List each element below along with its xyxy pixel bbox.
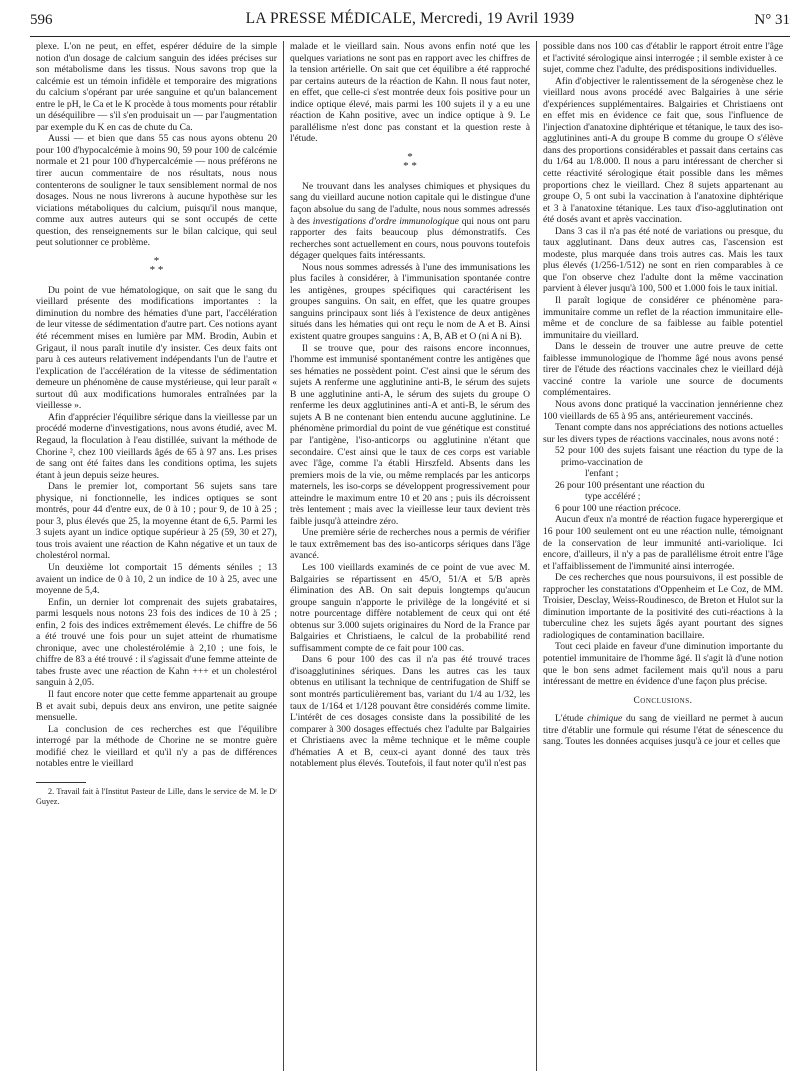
list-item: 52 pour 100 des sujets faisant une réaction du type de la primo-vaccination de bbox=[555, 445, 783, 468]
paragraph: Dans le dessein de trouver une autre preuve de cette faiblesse immunologique de l'homme âgé nous avons pensé tirer de l'étude des réactions vaccinales chez le vieillard déjà vacciné contre la variole une source de documents complémentaires. bbox=[543, 341, 783, 399]
paragraph bbox=[290, 181, 530, 262]
page-number: 596 bbox=[30, 12, 53, 28]
page-header bbox=[30, 0, 790, 37]
emphasis-text: chimique bbox=[587, 713, 623, 725]
paragraph: Dans le premier lot, comportant 56 sujets sans tare physique, ni fonctionnelle, les indices optiques se sont montrés, pour 44 d'entre eux, de 0 à 10 ; pour 9, de 10 à 25 ; pour 3, plus élevés que 25, la moyenne étant de 6,5. Parmi les 3 sujets ayant un indice optique supérieur à 25 (59, 30 et 27), tous trois avaient une réaction de Kahn négative et un taux de cholestérol normal. bbox=[36, 481, 277, 562]
section-heading: Conclusions. bbox=[633, 695, 693, 706]
emphasis-text: investigations d'ordre immunologique bbox=[312, 215, 459, 227]
paragraph: La conclusion de ces recherches est que l'équilibre interrogé par la méthode de Chorine ne se montre guère modifié chez le vieillard et qu'il n'y a pas de différences notables entre le vieillard bbox=[36, 723, 277, 770]
footnote: 2. Travail fait à l'Institut Pasteur de Lille, dans le service de M. le Dʳ Guyez. bbox=[36, 786, 277, 806]
paragraph: Dans 3 cas il n'a pas été noté de variations ou presque, du taux agglutinant. Dans deux autres cas, l'ascension est modeste, plus marquée dans trois autres cas. Mais les taux plus élevés (1/256-1/512) ne sont en rien comparables à ce que l'on observe chez l'adulte dont la même vaccination parvient à élever jusqu'à 100, 500 et 1.000 fois le taux initial. bbox=[543, 225, 783, 295]
paragraph: possible dans nos 100 cas d'établir le rapport étroit entre l'âge et l'activité sérologique ainsi interrogée ; il semble exister à ce sujet, comme chez l'adulte, des prédispositions individuelles. bbox=[543, 41, 783, 76]
column-3 bbox=[536, 41, 789, 1071]
list-item-continuation: l'enfant ; bbox=[585, 468, 619, 480]
paragraph: Il paraît logique de considérer ce phénomène para-immunitaire comme un reflet de la réaction immunitaire elle-même et de conclure de sa faiblesse au faible potentiel immunitaire du vieillard. bbox=[543, 295, 783, 341]
paragraph: Afin d'objectiver le ralentissement de la sérogenèse chez le vieillard nous avons procédé avec Balgairies à une série d'expériences supplémentaires. Balgairies et Christiaens ont en effet mis en évidence ce fait que, sous l'influence de l'injection d'anatoxine diphtérique et tétanique, le taux des iso-agglutinines anti-A du groupe B comme du groupe O s'élève dans des proportions considérables et passait dans certains cas du 1/64 au 1/8.000. Il nous a paru intéressant de chercher si cette réactivité sérologique était possible dans les mêmes proportions chez le vieillard. Chez 8 sujets appartenant au groupe O, 5 ont subi la vaccination à l'anatoxine diphtérique et 3 à l'anatoxine tétanique. Les taux d'iso-agglutination ont été dosés avant et après vaccination. bbox=[543, 75, 783, 226]
paragraph: Il se trouve que, pour des raisons encore inconnues, l'homme est immunisé spontanément contre les antigènes que ses hématies ne possèdent point. C'est ainsi que le sérum des sujets A renferme une agglutinine anti-B, le sérum des sujets B une agglutinine anti-A, le sérum des sujets du groupe O renferme les deux agglutinines anti-A et anti-B, le sérum des sujets A B ne contenant bien entendu aucune agglutinine. Le phénomène primordial du point de vue génétique est constitué par l'antigène, l'iso-anticorps ou agglutinine n'étant que secondaire. C'est ainsi que le taux de ces corps est variable avec l'âge, comme l'a établi Hirszfeld. Absents dans les premiers mois de la vie, ou même remplacés par les anticorps maternels, les iso-corps se développent progressivement pour atteindre le maximum entre 10 et 20 ans ; puis ils décroissent très lentement ; mais avec la vieillesse leur taux devient très faible jusqu'à atteindre zéro. bbox=[290, 342, 530, 527]
paragraph: malade et le vieillard sain. Nous avons enfin noté que les quelques variations ne sont pas en rapport avec les chiffres de la tension artérielle. On sait que cet équilibre a été rapproché par certains auteurs de la réaction de Kahn. Il nous faut noter, en effet, que celle-ci s'est montrée deux fois positive pour un indice optique élevé, mais parmi les 100 sujets il y a eu une réaction de Kahn positive, avec un indice optique à 9. Le parallélisme n'est donc pas constant et la question reste à l'étude. bbox=[290, 41, 530, 145]
paragraph: Un deuxième lot comportait 15 déments séniles ; 13 avaient un indice de 0 à 10, 2 un indice de 10 à 25, avec une moyenne de 5,4. bbox=[36, 561, 277, 597]
section-separator: * * * bbox=[149, 254, 164, 276]
paragraph: Les 100 vieillards examinés de ce point de vue avec M. Balgairies se répartissent en 45/O, 51/A et 5/B après élimination des AB. On sait depuis longtemps qu'aucun groupe sanguin n'apporte le privilège de la longévité et si notre pourcentage diffère notablement de ceux qui ont été obtenus sur 3.000 sujets originaires du Nord de la France par Balgairies et Christiaens, le calcul de la probabilité rend suffisamment compte de ce fait pour 100 cas. bbox=[290, 561, 530, 654]
paragraph: Nous nous sommes adressés à l'une des immunisations les plus faciles à considérer, à l'immunisation spontanée contre les antigènes, groupes spécifiques qui caractérisent les groupes sanguins. On sait, en effet, que les quatre groupes sanguins principaux sont liés à l'existence de deux antigènes situés dans les hématies qui ont reçu le nom de A et B. Ainsi existent quatre groupes sanguins : A, B, AB et O (ni A ni B). bbox=[290, 261, 530, 343]
issue-number: N° 31 bbox=[754, 12, 790, 28]
paragraph: Du point de vue hématologique, on sait que le sang du vieillard présente des modifications importantes : la diminution du nombre des hématies d'une part, l'accélération de leur vitesse de sédimentation d'autre part. Ces notions ayant été récemment mises en lumière par MM. Brodin, Aubin et Grigaut, il nous paraît inutile d'y insister. Ces deux faits ont paru à ces auteurs relativement indépendants l'un de l'autre et l'explication de l'accélération de la vitesse de sédimentation demeure un phénomène de cause mystérieuse, qui leur paraît « surtout dû aux modifications humorales entraînées par la vieillesse ». bbox=[36, 284, 277, 412]
paragraph: Il faut encore noter que cette femme appartenait au groupe B et avait subi, depuis deux ans environ, une petite saignée mensuelle. bbox=[36, 688, 277, 724]
paragraph: Aucun d'eux n'a montré de réaction fugace hyperergique et 16 pour 100 seulement ont eu une réaction nulle, témoignant de la conservation de leur immunité anti-variolique. Ici encore, d'ailleurs, il n'y a pas de parallélisme étroit entre l'âge et l'affaiblissement de l'immunité ainsi interrogée. bbox=[543, 514, 783, 572]
paragraph: De ces recherches que nous poursuivons, il est possible de rapprocher les constatations d'Oppenheim et Le Coz, de MM. Troisier, Desclay, Weiss-Roudinesco, de Breton et Hulot sur la diminution importante de la positivité des cuti-réactions à la tuberculine chez les sujets âgés ayant pourtant des signes radiologiques de contamination bacillaire. bbox=[543, 572, 783, 641]
paragraph: Afin d'apprécier l'équilibre sérique dans la vieillesse par un procédé moderne d'investigations, nous avons étudié, avec M. Regaud, la floculation à l'eau distillée, suivant la méthode de Chorine ², chez 100 vieillards âgés de 65 à 97 ans. Les prises de sang ont été faites dans les conditions optima, les sujets étant à jeun depuis seize heures. bbox=[36, 411, 277, 481]
list-item: 26 pour 100 présentant une réaction du bbox=[555, 479, 705, 491]
list-item: 6 pour 100 une réaction précoce. bbox=[555, 502, 681, 514]
paragraph-text: du sang de vieillard ne permet à aucun titre d'établir une formule qui résume l'état de sénescence du sang. Toutes les données acquises jusqu'à ce jour et celles que bbox=[543, 713, 783, 748]
journal-title: LA PRESSE MÉDICALE, Mercredi, 19 Avril 1939 bbox=[245, 10, 575, 27]
column-1 bbox=[30, 41, 283, 1071]
paragraph: Tout ceci plaide en faveur d'une diminution importante du potentiel immunitaire de l'homme âgé. Il s'agit là d'une notion que le bon sens admet facilement mais qu'il nous a paru intéressant de mettre en évidence d'une façon plus précise. bbox=[543, 641, 783, 688]
paragraph-text: Ne trouvant dans les analyses chimiques et physiques du sang du vieillard aucune notion capitale qui le distingue d'une façon absolue du sang de l'adulte, nous nous sommes adressés à des bbox=[290, 180, 530, 227]
paragraph: Enfin, un dernier lot comprenait des sujets grabataires, parmi lesquels nous notons 23 fois des indices de 10 à 25 ; enfin, 2 fois des indices extrêmement élevés. Le chiffre de 56 a été trouvé une fois pour un sujet atteint de rhumatisme chronique, avec une cholestérolémie à 2,10 ; une fois, le chiffre de 83 a été trouvé : il s'agissait d'une femme atteinte de tabes fruste avec une réaction de Kahn +++ et un cholestérol sanguin à 2,05. bbox=[36, 596, 277, 689]
footnote-rule bbox=[36, 782, 86, 783]
article-columns bbox=[30, 41, 790, 1071]
list-item-continuation: type accéléré ; bbox=[585, 491, 641, 503]
paragraph bbox=[543, 713, 783, 748]
paragraph-text: qui nous ont paru rapporter des faits beaucoup plus démonstratifs. Ces recherches sont actuellement en cours, nous pouvons toutefois dégager quelques faits intéressants. bbox=[290, 215, 530, 262]
paragraph: Dans 6 pour 100 des cas il n'a pas été trouvé traces d'isoagglutinines sériques. Dans les autres cas les taux obtenus en utilisant la technique de centrifugation de Shiff se sont montrés particulièrement bas, variant du 1/4 au 1/32, les taux de 1/164 et 1/128 pouvant être considérés comme limite. L'intérêt de ces dosages consiste dans la possibilité de les comparer à 300 dosages effectués chez l'adulte par Balgairies et Christiaens avec la même technique et le même couple d'hématies A et B, ceux-ci ayant donné des taux très notablement plus élevés. Toutefois, il faut noter qu'il n'est pas bbox=[290, 654, 530, 770]
paragraph: Tenant compte dans nos appréciations des notions actuelles sur les divers types de réactions vaccinales, nous avons noté : bbox=[543, 422, 783, 445]
column-2 bbox=[283, 41, 536, 1071]
section-separator: * * * bbox=[403, 150, 417, 172]
paragraph: Aussi — et bien que dans 55 cas nous ayons obtenu 20 pour 100 d'hypocalcémie à moins 90, 59 pour 100 de calcémie normale et 21 pour 100 d'hypercalcémie — nous préférons ne tirer aucun commentaire de nos résultats, nous nous contenterons de souligner le taux sensiblement normal de nos dosages. Nous ne nous livrerons à aucune hypothèse sur les viciations métaboliques du calcium, puisqu'il nous manque, comme aux autres auteurs qui se sont occupés de cette question, des renseignements sur le bilan calcique, qui seul peut solutionner ce problème. bbox=[36, 133, 277, 249]
paragraph-text: L'étude bbox=[555, 713, 588, 725]
paragraph: plexe. L'on ne peut, en effet, espérer déduire de la simple notion d'un dosage de calcium sanguin des idées précises sur son métabolisme dans les tissus. Nous savons trop que la calcémie est un témoin infidèle et temporaire des migrations du calcium s'opérant par urée sanguine et qu'un balancement entre le pH, le Ca et le K procède à tous moments pour rétablir un déséquilibre — s'il s'en produisait un — par l'augmentation par exemple du K en cas de chute du Ca. bbox=[36, 41, 277, 133]
paragraph: Une première série de recherches nous a permis de vérifier le taux extrêmement bas des iso-anticorps sériques dans l'âge avancé. bbox=[290, 527, 530, 562]
paragraph: Nous avons donc pratiqué la vaccination jennérienne chez 100 vieillards de 65 à 95 ans, antérieurement vaccinés. bbox=[543, 398, 783, 422]
